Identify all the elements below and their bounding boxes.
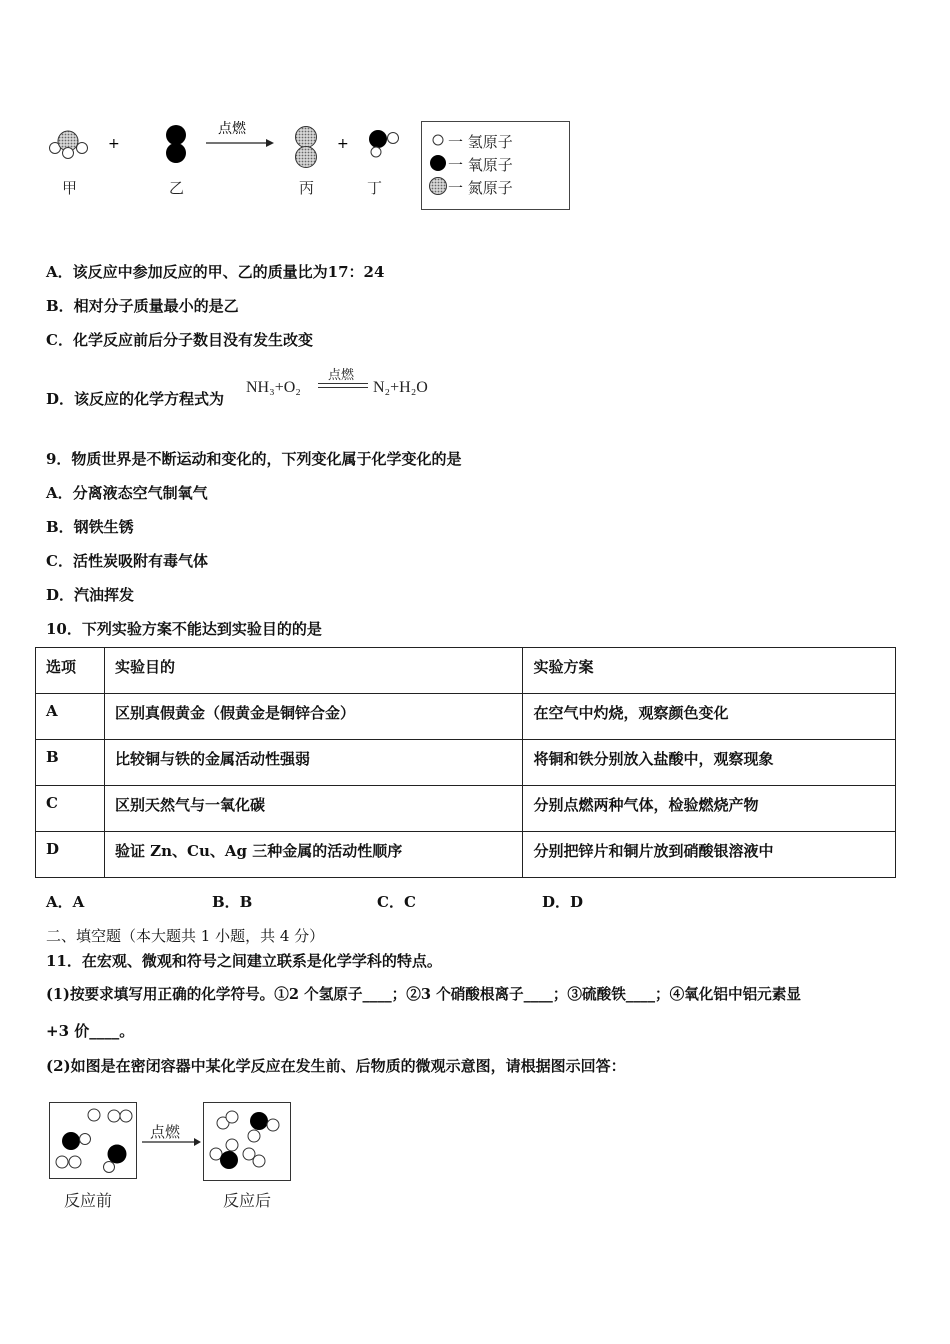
q8-option-d: D．该反应的化学方程式为 [46,390,225,408]
table-cell: 在空气中灼烧，观察颜色变化 [523,694,896,740]
label-ding: 丁 [367,179,383,197]
section2-title: 二、填空题（本大题共 1 小题，共 4 分） [46,927,325,945]
q10-choice-a: A．A [46,893,85,911]
equation-lhs: NH₃+O₂ [246,379,301,396]
q10-stem: 10．下列实验方案不能达到实验目的的是 [46,620,322,638]
q10-choice-b: B．B [212,893,253,911]
atom-legend [421,121,570,210]
table-cell: B [36,740,105,786]
table-cell: 验证 Zn、Cu、Ag 三种金属的活动性顺序 [104,832,522,878]
table-cell: D [36,832,105,878]
arrow-label-2: 点燃 [150,1123,181,1141]
q9-option-b: B．钢铁生锈 [46,518,134,536]
table-row [36,740,896,786]
table-cell: 分别点燃两种气体，检验燃烧产物 [523,786,896,832]
nitrogen-atom-icon [430,178,447,195]
table-cell: A [36,694,105,740]
table-cell: 区别天然气与一氧化碳 [104,786,522,832]
label-yi: 乙 [169,179,185,197]
q11-part1-line2: +3 价____。 [46,1022,135,1040]
equation-condition: 点燃 [328,368,355,383]
before-label: 反应前 [64,1191,113,1210]
label-jia: 甲 [62,179,78,197]
equation-rhs: N₂+H₂O [373,379,428,396]
table-cell: C [36,786,105,832]
q11-stem: 11．在宏观、微观和符号之间建立联系是化学学科的特点。 [46,952,442,970]
reaction-arrow-1 [206,139,274,147]
q11-part1-line1: (1)按要求填写用正确的化学符号。①2 个氢原子____；②3 个硝酸根离子____；③硫酸铁____；④氧化铝中铝元素显 [46,986,801,1003]
header-option: 选项 [36,648,105,694]
table-row [36,786,896,832]
q9-option-a: A．分离液态空气制氧气 [46,484,208,502]
q9-option-c: C．活性炭吸附有毒气体 [46,552,208,570]
q8-option-c: C．化学反应前后分子数目没有发生改变 [46,331,313,349]
hydrogen-atom-icon [433,135,443,145]
q9-stem: 9．物质世界是不断运动和变化的，下列变化属于化学变化的是 [46,450,462,468]
legend-swatches [428,130,448,202]
before-molecules [50,1103,136,1178]
legend-nitrogen: 一 氮原子 [448,179,513,197]
equation-double-line [318,383,368,388]
table-cell: 比较铜与铁的金属活动性强弱 [104,740,522,786]
arrow-label-1: 点燃 [218,121,246,137]
header-purpose: 实验目的 [104,648,522,694]
table-row [36,832,896,878]
label-bing: 丙 [299,179,315,197]
molecule-yi [166,125,186,163]
q10-choice-d: D．D [542,893,584,911]
plus-sign-2: + [337,136,349,152]
after-molecules [204,1103,290,1180]
molecule-ding [369,130,399,157]
after-reaction-box [203,1102,291,1181]
q11-part2: (2)如图是在密闭容器中某化学反应在发生前、后物质的微观示意图，请根据图示回答： [46,1057,626,1075]
q8-option-b: B．相对分子质量最小的是乙 [46,297,239,315]
reaction-diagram-1 [40,115,420,205]
header-plan: 实验方案 [523,648,896,694]
q10-choice-c: C．C [377,893,416,911]
before-reaction-box [49,1102,137,1179]
table-header-row [36,648,896,694]
table-cell: 将铜和铁分别放入盐酸中，观察现象 [523,740,896,786]
molecule-jia [50,131,88,159]
oxygen-atom-icon [430,155,446,171]
legend-oxygen: 一 氧原子 [448,156,513,174]
plus-sign-1: + [108,136,120,152]
q10-table [35,647,896,878]
table-cell: 区别真假黄金（假黄金是铜锌合金） [104,694,522,740]
q8-option-a: A．该反应中参加反应的甲、乙的质量比为17：24 [46,263,385,281]
q9-option-d: D．汽油挥发 [46,586,135,604]
after-label: 反应后 [223,1191,272,1210]
legend-hydrogen: 一 氢原子 [448,133,513,151]
molecule-bing [296,127,317,168]
table-cell: 分别把锌片和铜片放到硝酸银溶液中 [523,832,896,878]
table-row [36,694,896,740]
